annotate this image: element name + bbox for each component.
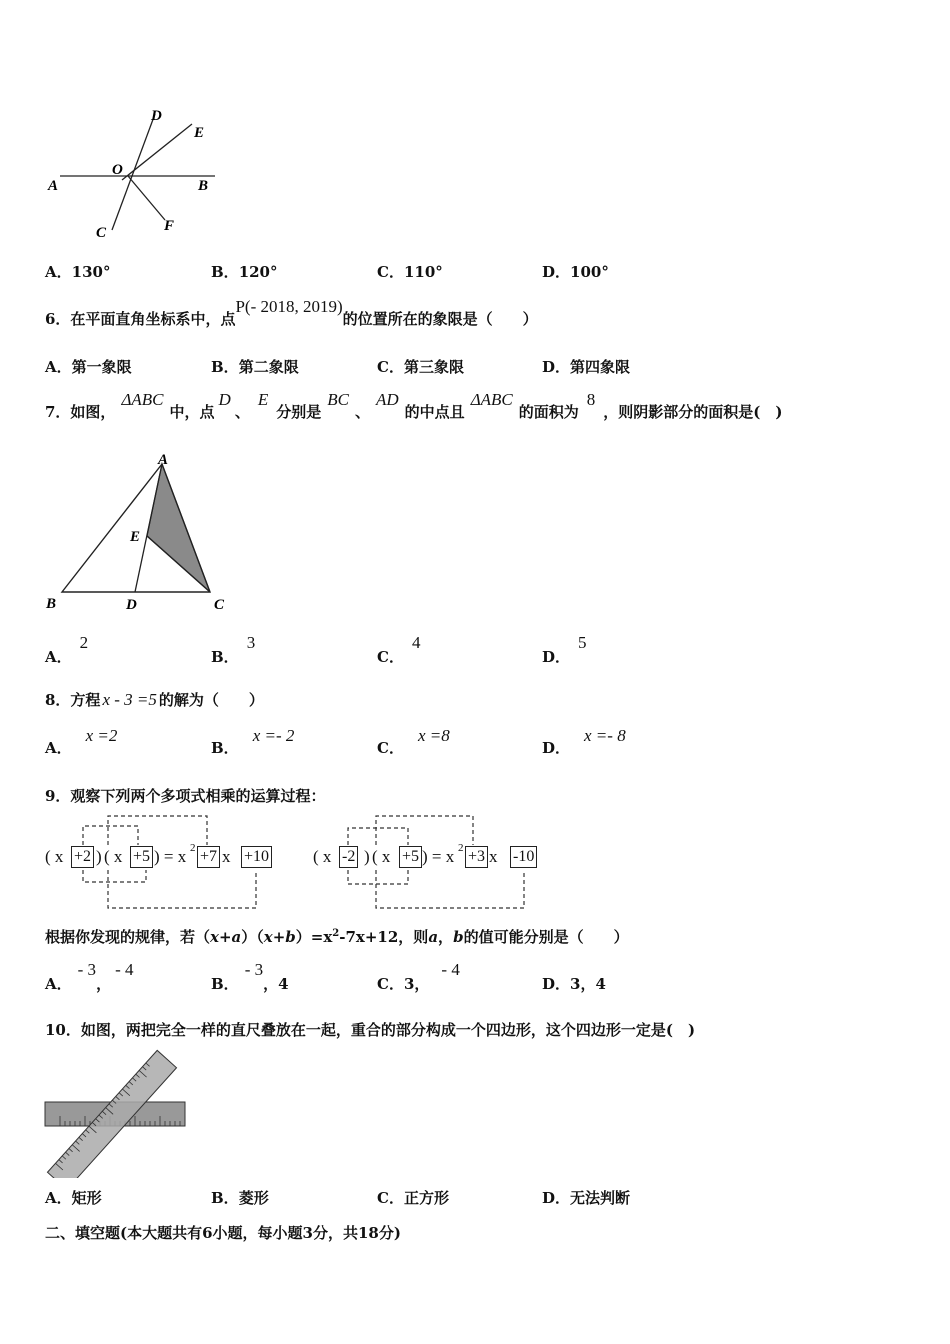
box-2: +5 [130, 846, 153, 868]
angle-figure [40, 100, 230, 245]
q7-option-d: D．5 [542, 633, 587, 666]
label-C: C [214, 597, 225, 613]
label-D: D [151, 108, 162, 124]
q9-option-a: A．- 3，- 4 [45, 960, 134, 993]
q9-option-d: D．3，4 [542, 975, 606, 993]
q7-option-b: B．3 [211, 633, 256, 666]
q8-option-a: A．x =2 [45, 726, 118, 757]
q9-option-c: C．3，- 4 [377, 960, 460, 993]
q6-point: P(- 2018, 2019) [235, 297, 343, 316]
expression-1: ( x +2 ) ( x +5 ) = x 2 +7 x +10 [40, 812, 280, 912]
q8-option-b: B．x =- 2 [211, 726, 295, 757]
q5-option-b: B．120° [211, 263, 278, 281]
section-2-heading: 二、填空题(本大题共有6小题，每小题3分，共18分) [45, 1224, 401, 1242]
box-4: -10 [510, 846, 537, 868]
q5-option-d: D．100° [542, 263, 609, 281]
q9-rule: 根据你发现的规律，若$(x+a)(x+b)=x^2-7x+12$，则a，b的值可能分别是（ ） [45, 928, 629, 946]
label-A: A [48, 178, 59, 194]
label-O: O [112, 162, 123, 178]
question-8: 8．方程 x - 3 =5 的解为（ ） [45, 690, 264, 709]
q9-option-b: B．- 3，4 [211, 960, 289, 993]
label-A: A [158, 452, 169, 468]
box-2: +5 [399, 846, 422, 868]
label-B: B [46, 596, 57, 612]
question-10: 10．如图，两把完全一样的直尺叠放在一起，重合的部分构成一个四边形，这个四边形一定是( ) [45, 1021, 696, 1039]
q7-option-c: C．4 [377, 633, 421, 666]
q6-suffix: 的位置所在的象限是（ ） [342, 310, 538, 328]
q10-option-a: A．矩形 [45, 1189, 102, 1207]
q10-option-c: C．正方形 [377, 1189, 449, 1207]
q8-equation: x - 3 =5 [102, 690, 157, 709]
q6-prefix: 6．在平面直角坐标系中，点 [45, 310, 236, 328]
box-1: -2 [339, 846, 358, 868]
label-E: E [194, 125, 205, 141]
q6-option-a: A．第一象限 [45, 358, 132, 376]
q8-option-c: C．x =8 [377, 726, 450, 757]
q6-option-b: B．第二象限 [211, 358, 299, 376]
q7-option-a: A．2 [45, 633, 89, 666]
rulers-figure [40, 1048, 200, 1178]
q8-option-d: D．x =- 8 [542, 726, 626, 757]
expression-2: ( x -2 ) ( x +5 ) = x 2 +3 x -10 [308, 812, 548, 912]
box-4: +10 [241, 846, 272, 868]
label-B: B [198, 178, 209, 194]
q10-option-b: B．菱形 [211, 1189, 269, 1207]
q6-option-d: D．第四象限 [542, 358, 631, 376]
q5-option-a: A．130° [45, 263, 111, 281]
label-E: E [130, 529, 141, 545]
box-3: +3 [465, 846, 488, 868]
box-1: +2 [71, 846, 94, 868]
question-6 [45, 296, 538, 328]
box-3: +7 [197, 846, 220, 868]
label-F: F [164, 218, 175, 234]
q6-option-c: C．第三象限 [377, 358, 464, 376]
q5-option-c: C．110° [377, 263, 443, 281]
label-C: C [96, 225, 107, 241]
question-7: 7．如图，ΔABC中，点D、E分别是BC、AD的中点且ΔABC的面积为8，则阴影部分的面积是( ) [45, 390, 783, 421]
label-D: D [126, 597, 137, 613]
q10-option-d: D．无法判断 [542, 1189, 631, 1207]
question-9: 9．观察下列两个多项式相乘的运算过程： [45, 787, 326, 805]
triangle-figure [40, 448, 240, 618]
